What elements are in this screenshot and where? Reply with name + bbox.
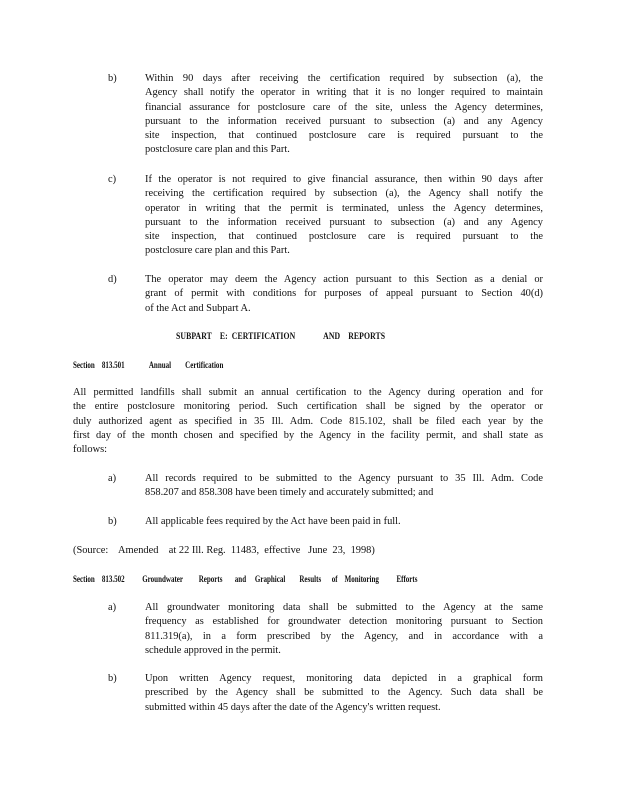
item-label: b) [108, 73, 117, 84]
subpart-title: SUBPART E: CERTIFICATION AND REPORTS [176, 331, 386, 341]
item-label: d) [108, 274, 117, 285]
text-line: pursuant to the information received pursuant to subsection (a) and any Agency [145, 115, 543, 127]
paragraph-text [145, 72, 543, 158]
paragraph-text [145, 173, 543, 259]
paragraph-text [145, 601, 543, 658]
paragraph-text [145, 472, 543, 501]
text-line: follows: [73, 444, 108, 456]
text-line: Within 90 days after receiving the certification required by subsection (a), the [145, 73, 543, 84]
text-line: 811.319(a), in a form prescribed by the Agency, and in accordance with a [145, 630, 543, 642]
text-line: 858.207 and 858.308 have been timely and accurately submitted; and [145, 487, 434, 499]
item-label: c) [108, 174, 117, 185]
text-line: All groundwater monitoring data shall be submitted to the Agency at the same [145, 602, 543, 613]
text-line: financial assurance for postclosure care of the site, unless the Agency determines, [145, 101, 543, 113]
text-line: site inspection, that continued postclosure care is required pursuant to the [145, 231, 543, 243]
item-label: a) [108, 473, 117, 484]
section-heading-813-502: Section 813.502 Groundwater Reports and Graphical Results of Monitoring Efforts [73, 574, 418, 584]
text-line: prescribed by the Agency shall be submitted to the Agency. Such data shall be [145, 687, 543, 699]
text-line: first day of the month chosen and specified by the Agency in the facility permit, and shall state as [73, 429, 543, 441]
text-line: the entire postclosure monitoring period. Such certification shall be signed by the operator or [73, 401, 543, 413]
text-line: submitted within 45 days after the date of the Agency's written request. [145, 701, 441, 713]
text-line: Upon written Agency request, monitoring data depicted in a graphical form [145, 673, 543, 684]
paragraph-text [145, 515, 543, 529]
text-line: The operator may deem the Agency action pursuant to this Section as a denial or [145, 274, 543, 285]
text-line: postclosure care plan and this Part. [145, 144, 290, 156]
text-line: grant of permit with conditions for purposes of appeal pursuant to Section 40(d) [145, 288, 543, 300]
text-line: pursuant to the information received pursuant to subsection (a) and any Agency [145, 216, 543, 228]
paragraph-text [145, 273, 543, 316]
text-line: operator in writing that the permit is terminated, unless the Agency determines, [145, 202, 543, 214]
paragraph-text [145, 672, 543, 715]
item-label: b) [108, 673, 117, 684]
text-line: of the Act and Subpart A. [145, 302, 251, 314]
text-line: postclosure care plan and this Part. [145, 245, 290, 257]
text-line: All records required to be submitted to the Agency pursuant to 35 Ill. Adm. Code [145, 473, 543, 484]
text-line: duly authorized agent as specified in 35 Ill. Adm. Code 815.102, shall be filed each year by the [73, 415, 543, 427]
section-501-intro [73, 386, 543, 457]
text-line: frequency as established for groundwater detection monitoring pursuant to Section [145, 616, 543, 628]
section-heading-813-501: Section 813.501 Annual Certification [73, 360, 224, 370]
source-note: (Source: Amended at 22 Ill. Reg. 11483, effective June 23, 1998) [73, 545, 375, 556]
text-line: Agency shall notify the operator in writing that it is no longer required to maintain [145, 87, 543, 99]
text-line: site inspection, that continued postclosure care is required pursuant to the [145, 130, 543, 142]
text-line: receiving the certification required by subsection (a), the Agency shall notify the [145, 188, 543, 200]
item-label: a) [108, 602, 117, 613]
item-label: b) [108, 516, 117, 527]
text-line: If the operator is not required to give financial assurance, then within 90 days after [145, 174, 543, 185]
text-line: All applicable fees required by the Act have been paid in full. [145, 516, 401, 527]
text-line: schedule approved in the permit. [145, 644, 281, 656]
text-line: All permitted landfills shall submit an annual certification to the Agency during operation and for [73, 387, 543, 398]
